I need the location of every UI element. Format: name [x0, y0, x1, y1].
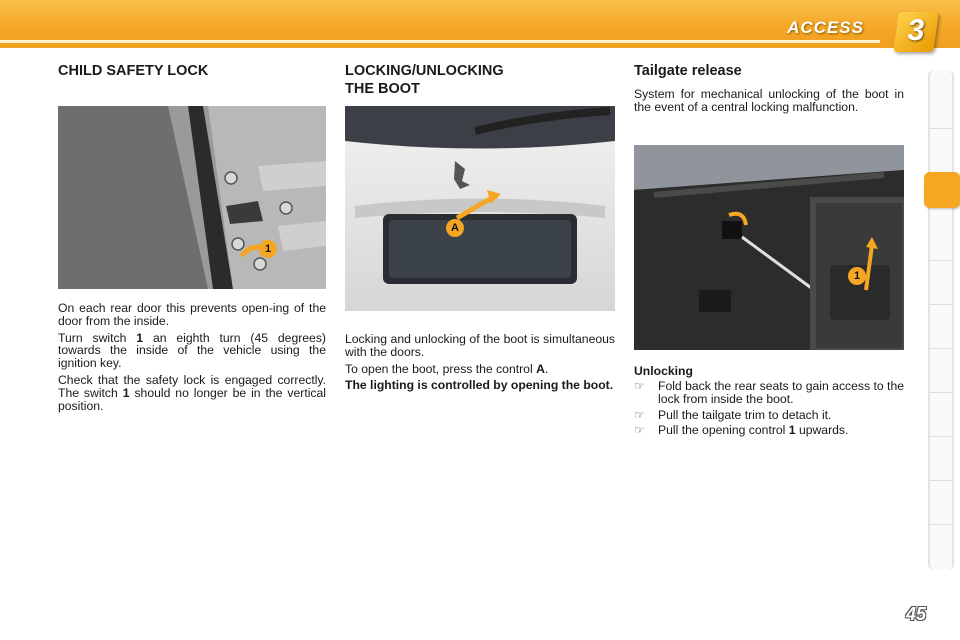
unlocking-steps	[634, 380, 904, 440]
child-lock-illustration	[58, 106, 326, 289]
ref-switch-1: 1	[136, 330, 144, 345]
ref-control-a: A	[536, 361, 545, 376]
step-text: upwards.	[795, 423, 849, 438]
pointing-hand-icon: ☞	[634, 407, 645, 422]
tailgate-illustration	[634, 145, 904, 350]
child-lock-photo	[58, 106, 326, 289]
callout-1-badge: 1	[848, 267, 866, 285]
chapter-badge	[893, 12, 939, 52]
boot-text	[345, 333, 615, 396]
text-run: To open the boot, press the control	[345, 361, 537, 376]
section-title-tailgate-release: Tailgate release	[634, 63, 742, 79]
tailgate-intro-text: System for mechanical unlocking of the boot in the event of a central locking malfunction.	[634, 87, 904, 114]
section-title-locking-boot	[345, 62, 504, 98]
chapter-title: ACCESS	[787, 18, 864, 37]
side-tab-active[interactable]	[924, 172, 960, 208]
page-number: 45	[906, 604, 927, 624]
side-tab[interactable]	[930, 128, 952, 129]
step-text: Pull the opening control	[658, 423, 789, 438]
ref-switch-1: 1	[122, 385, 130, 400]
boot-illustration	[345, 106, 615, 311]
list-item	[634, 424, 904, 437]
side-tab[interactable]	[930, 392, 952, 393]
child-lock-paragraph-2	[58, 332, 326, 370]
title-line-1: LOCKING/UNLOCKING	[345, 63, 504, 79]
callout-a-badge: A	[446, 219, 464, 237]
side-tab[interactable]	[930, 304, 952, 305]
text-run: Check that the safety lock is engaged correctly. The switch	[58, 372, 326, 400]
tailgate-intro	[634, 88, 904, 118]
title-line-2: THE BOOT	[345, 81, 420, 97]
child-lock-text	[58, 302, 326, 416]
boot-paragraph-2	[345, 363, 615, 376]
pointing-hand-icon: ☞	[634, 379, 645, 393]
text-run: .	[544, 361, 549, 376]
child-lock-paragraph-3	[58, 374, 326, 412]
header-divider	[0, 40, 880, 43]
pointing-hand-icon: ☞	[634, 423, 645, 438]
step-text: Fold back the rear seats to gain access to the lock from inside the boot.	[658, 379, 904, 406]
boot-paragraph-1: Locking and unlocking of the boot is simultaneous with the doors.	[345, 332, 615, 359]
child-lock-paragraph-1: On each rear door this prevents open-ing of the door from the inside.	[58, 301, 326, 328]
side-chapter-tabs	[928, 70, 954, 570]
side-tab[interactable]	[930, 348, 952, 349]
list-item	[634, 409, 904, 422]
unlocking-subtitle: Unlocking	[634, 364, 693, 378]
side-tab[interactable]	[930, 260, 952, 261]
text-run: Turn switch	[58, 330, 137, 345]
boot-photo	[345, 106, 615, 311]
side-tab[interactable]	[930, 436, 952, 437]
ref-control-1: 1	[788, 423, 796, 438]
text-run: should no longer be in the vertical position.	[58, 385, 326, 413]
step-text: Pull the tailgate trim to detach it.	[658, 407, 832, 422]
tailgate-photo	[634, 145, 904, 350]
callout-1-badge: 1	[259, 240, 277, 258]
side-tab[interactable]	[930, 480, 952, 481]
side-tab[interactable]	[930, 524, 952, 525]
list-item	[634, 380, 904, 406]
chapter-number: 3	[905, 14, 927, 47]
section-title-child-safety-lock: CHILD SAFETY LOCK	[58, 63, 209, 79]
boot-paragraph-3: The lighting is controlled by opening the boot.	[345, 378, 614, 393]
text-run: an eighth turn (45 degrees) towards the inside of the vehicle using the ignition key.	[58, 330, 326, 371]
